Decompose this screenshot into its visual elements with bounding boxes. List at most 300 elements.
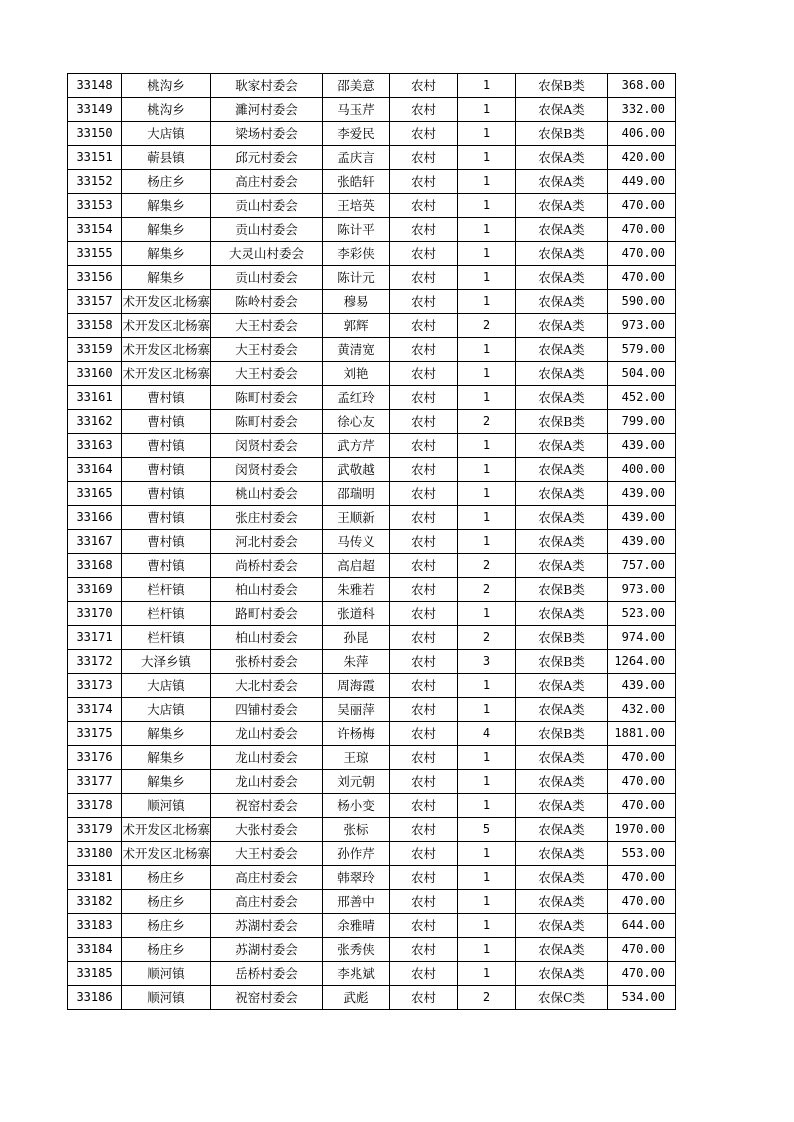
amount-cell: 439.00 — [608, 434, 676, 458]
person-name-cell: 刘元朝 — [323, 770, 390, 794]
table-row — [68, 98, 676, 122]
residence-type-cell: 农村 — [390, 842, 458, 866]
record-id-cell: 33159 — [68, 338, 122, 362]
village-committee-cell: 龙山村委会 — [211, 722, 323, 746]
insurance-category-cell: 农保C类 — [516, 986, 608, 1010]
amount-cell: 439.00 — [608, 530, 676, 554]
record-id-cell: 33150 — [68, 122, 122, 146]
insurance-category-cell: 农保A类 — [516, 362, 608, 386]
table-row — [68, 194, 676, 218]
record-id-cell: 33182 — [68, 890, 122, 914]
table-row — [68, 74, 676, 98]
person-name-cell: 王琼 — [323, 746, 390, 770]
village-committee-cell: 苏湖村委会 — [211, 914, 323, 938]
township-cell: 术开发区北杨寨 — [122, 290, 211, 314]
person-name-cell: 武方芹 — [323, 434, 390, 458]
table-row — [68, 602, 676, 626]
table-row — [68, 890, 676, 914]
record-id-cell: 33153 — [68, 194, 122, 218]
insurance-category-cell: 农保A类 — [516, 746, 608, 770]
amount-cell: 439.00 — [608, 482, 676, 506]
household-count-cell: 2 — [458, 314, 516, 338]
person-name-cell: 孙作芹 — [323, 842, 390, 866]
table-row — [68, 626, 676, 650]
amount-cell: 439.00 — [608, 674, 676, 698]
insurance-category-cell: 农保A类 — [516, 674, 608, 698]
table-row — [68, 146, 676, 170]
residence-type-cell: 农村 — [390, 698, 458, 722]
village-committee-cell: 大灵山村委会 — [211, 242, 323, 266]
insurance-category-cell: 农保A类 — [516, 98, 608, 122]
residence-type-cell: 农村 — [390, 218, 458, 242]
township-cell: 大泽乡镇 — [122, 650, 211, 674]
record-id-cell: 33183 — [68, 914, 122, 938]
household-count-cell: 1 — [458, 602, 516, 626]
township-cell: 曹村镇 — [122, 506, 211, 530]
township-cell: 曹村镇 — [122, 554, 211, 578]
village-committee-cell: 祝窑村委会 — [211, 794, 323, 818]
residence-type-cell: 农村 — [390, 362, 458, 386]
person-name-cell: 穆易 — [323, 290, 390, 314]
amount-cell: 432.00 — [608, 698, 676, 722]
record-id-cell: 33166 — [68, 506, 122, 530]
amount-cell: 1264.00 — [608, 650, 676, 674]
township-cell: 杨庄乡 — [122, 914, 211, 938]
table-row — [68, 914, 676, 938]
person-name-cell: 孙昆 — [323, 626, 390, 650]
residence-type-cell: 农村 — [390, 914, 458, 938]
insurance-category-cell: 农保B类 — [516, 578, 608, 602]
insurance-category-cell: 农保A类 — [516, 458, 608, 482]
table-row — [68, 506, 676, 530]
residence-type-cell: 农村 — [390, 170, 458, 194]
residence-type-cell: 农村 — [390, 554, 458, 578]
amount-cell: 439.00 — [608, 506, 676, 530]
table-row — [68, 794, 676, 818]
table-row — [68, 842, 676, 866]
village-committee-cell: 梁场村委会 — [211, 122, 323, 146]
residence-type-cell: 农村 — [390, 338, 458, 362]
insurance-category-cell: 农保A类 — [516, 338, 608, 362]
village-committee-cell: 耿家村委会 — [211, 74, 323, 98]
amount-cell: 470.00 — [608, 242, 676, 266]
record-id-cell: 33161 — [68, 386, 122, 410]
record-id-cell: 33169 — [68, 578, 122, 602]
table-row — [68, 578, 676, 602]
residence-type-cell: 农村 — [390, 818, 458, 842]
household-count-cell: 1 — [458, 482, 516, 506]
household-count-cell: 1 — [458, 698, 516, 722]
amount-cell: 974.00 — [608, 626, 676, 650]
insurance-category-cell: 农保A类 — [516, 170, 608, 194]
record-id-cell: 33179 — [68, 818, 122, 842]
amount-cell: 470.00 — [608, 794, 676, 818]
insurance-category-cell: 农保A类 — [516, 554, 608, 578]
record-id-cell: 33154 — [68, 218, 122, 242]
table-row — [68, 866, 676, 890]
record-id-cell: 33184 — [68, 938, 122, 962]
record-id-cell: 33163 — [68, 434, 122, 458]
table-row — [68, 410, 676, 434]
table-row — [68, 962, 676, 986]
village-committee-cell: 大王村委会 — [211, 842, 323, 866]
insurance-category-cell: 农保A类 — [516, 962, 608, 986]
household-count-cell: 1 — [458, 122, 516, 146]
table-row — [68, 218, 676, 242]
township-cell: 杨庄乡 — [122, 866, 211, 890]
record-id-cell: 33167 — [68, 530, 122, 554]
household-count-cell: 1 — [458, 866, 516, 890]
amount-cell: 534.00 — [608, 986, 676, 1010]
insurance-category-cell: 农保A类 — [516, 386, 608, 410]
record-id-cell: 33181 — [68, 866, 122, 890]
township-cell: 栏杆镇 — [122, 578, 211, 602]
township-cell: 术开发区北杨寨 — [122, 338, 211, 362]
amount-cell: 523.00 — [608, 602, 676, 626]
residence-type-cell: 农村 — [390, 578, 458, 602]
village-committee-cell: 祝窑村委会 — [211, 986, 323, 1010]
residence-type-cell: 农村 — [390, 602, 458, 626]
township-cell: 桃沟乡 — [122, 98, 211, 122]
amount-cell: 332.00 — [608, 98, 676, 122]
record-id-cell: 33148 — [68, 74, 122, 98]
insurance-category-cell: 农保A类 — [516, 914, 608, 938]
insurance-category-cell: 农保A类 — [516, 314, 608, 338]
insurance-category-cell: 农保A类 — [516, 866, 608, 890]
village-committee-cell: 陈町村委会 — [211, 386, 323, 410]
village-committee-cell: 高庄村委会 — [211, 890, 323, 914]
village-committee-cell: 大北村委会 — [211, 674, 323, 698]
record-id-cell: 33162 — [68, 410, 122, 434]
amount-cell: 644.00 — [608, 914, 676, 938]
record-id-cell: 33155 — [68, 242, 122, 266]
table-row — [68, 698, 676, 722]
township-cell: 大店镇 — [122, 674, 211, 698]
amount-cell: 470.00 — [608, 890, 676, 914]
person-name-cell: 张秀侠 — [323, 938, 390, 962]
table-row — [68, 458, 676, 482]
amount-cell: 757.00 — [608, 554, 676, 578]
residence-type-cell: 农村 — [390, 434, 458, 458]
household-count-cell: 2 — [458, 626, 516, 650]
insurance-category-cell: 农保B类 — [516, 410, 608, 434]
household-count-cell: 1 — [458, 242, 516, 266]
amount-cell: 470.00 — [608, 194, 676, 218]
record-id-cell: 33185 — [68, 962, 122, 986]
village-committee-cell: 张庄村委会 — [211, 506, 323, 530]
amount-cell: 452.00 — [608, 386, 676, 410]
village-committee-cell: 闵贤村委会 — [211, 458, 323, 482]
household-count-cell: 1 — [458, 458, 516, 482]
record-id-cell: 33171 — [68, 626, 122, 650]
record-id-cell: 33152 — [68, 170, 122, 194]
township-cell: 栏杆镇 — [122, 602, 211, 626]
household-count-cell: 4 — [458, 722, 516, 746]
person-name-cell: 朱萍 — [323, 650, 390, 674]
record-id-cell: 33172 — [68, 650, 122, 674]
household-count-cell: 1 — [458, 362, 516, 386]
township-cell: 栏杆镇 — [122, 626, 211, 650]
person-name-cell: 杨小变 — [323, 794, 390, 818]
table-row — [68, 818, 676, 842]
insurance-category-cell: 农保A类 — [516, 530, 608, 554]
household-count-cell: 1 — [458, 530, 516, 554]
person-name-cell: 张道科 — [323, 602, 390, 626]
person-name-cell: 刘艳 — [323, 362, 390, 386]
table-row — [68, 554, 676, 578]
record-id-cell: 33157 — [68, 290, 122, 314]
amount-cell: 590.00 — [608, 290, 676, 314]
amount-cell: 973.00 — [608, 314, 676, 338]
table-row — [68, 338, 676, 362]
records-table — [67, 73, 676, 1010]
residence-type-cell: 农村 — [390, 506, 458, 530]
residence-type-cell: 农村 — [390, 314, 458, 338]
village-committee-cell: 柏山村委会 — [211, 578, 323, 602]
person-name-cell: 王顺新 — [323, 506, 390, 530]
village-committee-cell: 岳桥村委会 — [211, 962, 323, 986]
village-committee-cell: 邱元村委会 — [211, 146, 323, 170]
amount-cell: 470.00 — [608, 266, 676, 290]
residence-type-cell: 农村 — [390, 722, 458, 746]
person-name-cell: 李彩侠 — [323, 242, 390, 266]
insurance-category-cell: 农保A类 — [516, 434, 608, 458]
residence-type-cell: 农村 — [390, 410, 458, 434]
amount-cell: 799.00 — [608, 410, 676, 434]
household-count-cell: 1 — [458, 506, 516, 530]
insurance-category-cell: 农保A类 — [516, 770, 608, 794]
township-cell: 术开发区北杨寨 — [122, 362, 211, 386]
record-id-cell: 33180 — [68, 842, 122, 866]
person-name-cell: 李爱民 — [323, 122, 390, 146]
household-count-cell: 1 — [458, 890, 516, 914]
residence-type-cell: 农村 — [390, 242, 458, 266]
household-count-cell: 1 — [458, 794, 516, 818]
insurance-category-cell: 农保A类 — [516, 242, 608, 266]
residence-type-cell: 农村 — [390, 890, 458, 914]
table-row — [68, 122, 676, 146]
amount-cell: 470.00 — [608, 770, 676, 794]
township-cell: 曹村镇 — [122, 410, 211, 434]
village-committee-cell: 贡山村委会 — [211, 218, 323, 242]
amount-cell: 1881.00 — [608, 722, 676, 746]
person-name-cell: 邵美意 — [323, 74, 390, 98]
person-name-cell: 韩翠玲 — [323, 866, 390, 890]
township-cell: 术开发区北杨寨 — [122, 314, 211, 338]
household-count-cell: 3 — [458, 650, 516, 674]
village-committee-cell: 路町村委会 — [211, 602, 323, 626]
village-committee-cell: 陈岭村委会 — [211, 290, 323, 314]
village-committee-cell: 尚桥村委会 — [211, 554, 323, 578]
person-name-cell: 张标 — [323, 818, 390, 842]
amount-cell: 1970.00 — [608, 818, 676, 842]
person-name-cell: 郭辉 — [323, 314, 390, 338]
record-id-cell: 33174 — [68, 698, 122, 722]
insurance-category-cell: 农保A类 — [516, 218, 608, 242]
table-row — [68, 386, 676, 410]
record-id-cell: 33170 — [68, 602, 122, 626]
village-committee-cell: 河北村委会 — [211, 530, 323, 554]
person-name-cell: 周海霞 — [323, 674, 390, 698]
record-id-cell: 33173 — [68, 674, 122, 698]
amount-cell: 420.00 — [608, 146, 676, 170]
insurance-category-cell: 农保A类 — [516, 890, 608, 914]
record-id-cell: 33149 — [68, 98, 122, 122]
household-count-cell: 1 — [458, 170, 516, 194]
village-committee-cell: 龙山村委会 — [211, 770, 323, 794]
table-row — [68, 530, 676, 554]
insurance-category-cell: 农保B类 — [516, 74, 608, 98]
village-committee-cell: 大王村委会 — [211, 338, 323, 362]
residence-type-cell: 农村 — [390, 458, 458, 482]
person-name-cell: 朱雅若 — [323, 578, 390, 602]
insurance-category-cell: 农保A类 — [516, 146, 608, 170]
household-count-cell: 2 — [458, 986, 516, 1010]
insurance-category-cell: 农保B类 — [516, 650, 608, 674]
insurance-category-cell: 农保A类 — [516, 794, 608, 818]
amount-cell: 470.00 — [608, 962, 676, 986]
insurance-category-cell: 农保A类 — [516, 602, 608, 626]
person-name-cell: 武敬越 — [323, 458, 390, 482]
amount-cell: 470.00 — [608, 938, 676, 962]
township-cell: 顺河镇 — [122, 794, 211, 818]
person-name-cell: 余雅晴 — [323, 914, 390, 938]
table-row — [68, 170, 676, 194]
table-row — [68, 266, 676, 290]
record-id-cell: 33158 — [68, 314, 122, 338]
person-name-cell: 李兆斌 — [323, 962, 390, 986]
record-id-cell: 33151 — [68, 146, 122, 170]
township-cell: 术开发区北杨寨 — [122, 842, 211, 866]
residence-type-cell: 农村 — [390, 98, 458, 122]
residence-type-cell: 农村 — [390, 866, 458, 890]
amount-cell: 504.00 — [608, 362, 676, 386]
insurance-category-cell: 农保A类 — [516, 290, 608, 314]
household-count-cell: 1 — [458, 914, 516, 938]
person-name-cell: 吴丽萍 — [323, 698, 390, 722]
residence-type-cell: 农村 — [390, 938, 458, 962]
residence-type-cell: 农村 — [390, 530, 458, 554]
residence-type-cell: 农村 — [390, 962, 458, 986]
amount-cell: 449.00 — [608, 170, 676, 194]
village-committee-cell: 高庄村委会 — [211, 170, 323, 194]
village-committee-cell: 苏湖村委会 — [211, 938, 323, 962]
household-count-cell: 1 — [458, 434, 516, 458]
table-row — [68, 986, 676, 1010]
table-row — [68, 362, 676, 386]
person-name-cell: 马玉芹 — [323, 98, 390, 122]
amount-cell: 368.00 — [608, 74, 676, 98]
household-count-cell: 1 — [458, 962, 516, 986]
amount-cell: 470.00 — [608, 866, 676, 890]
residence-type-cell: 农村 — [390, 674, 458, 698]
village-committee-cell: 四铺村委会 — [211, 698, 323, 722]
township-cell: 曹村镇 — [122, 482, 211, 506]
residence-type-cell: 农村 — [390, 290, 458, 314]
amount-cell: 470.00 — [608, 218, 676, 242]
village-committee-cell: 闵贤村委会 — [211, 434, 323, 458]
township-cell: 解集乡 — [122, 218, 211, 242]
household-count-cell: 1 — [458, 842, 516, 866]
township-cell: 杨庄乡 — [122, 938, 211, 962]
household-count-cell: 1 — [458, 770, 516, 794]
person-name-cell: 武彪 — [323, 986, 390, 1010]
person-name-cell: 张皓轩 — [323, 170, 390, 194]
household-count-cell: 2 — [458, 410, 516, 434]
insurance-category-cell: 农保A类 — [516, 842, 608, 866]
record-id-cell: 33168 — [68, 554, 122, 578]
table-row — [68, 770, 676, 794]
records-table-body — [68, 74, 676, 1010]
record-id-cell: 33178 — [68, 794, 122, 818]
township-cell: 解集乡 — [122, 266, 211, 290]
township-cell: 解集乡 — [122, 746, 211, 770]
person-name-cell: 陈计元 — [323, 266, 390, 290]
residence-type-cell: 农村 — [390, 650, 458, 674]
person-name-cell: 邵瑞明 — [323, 482, 390, 506]
person-name-cell: 高启超 — [323, 554, 390, 578]
residence-type-cell: 农村 — [390, 794, 458, 818]
township-cell: 顺河镇 — [122, 986, 211, 1010]
insurance-category-cell: 农保A类 — [516, 818, 608, 842]
residence-type-cell: 农村 — [390, 770, 458, 794]
township-cell: 杨庄乡 — [122, 170, 211, 194]
person-name-cell: 孟庆言 — [323, 146, 390, 170]
insurance-category-cell: 农保A类 — [516, 506, 608, 530]
record-id-cell: 33156 — [68, 266, 122, 290]
person-name-cell: 黄清宽 — [323, 338, 390, 362]
township-cell: 解集乡 — [122, 194, 211, 218]
insurance-category-cell: 农保B类 — [516, 626, 608, 650]
record-id-cell: 33165 — [68, 482, 122, 506]
residence-type-cell: 农村 — [390, 194, 458, 218]
township-cell: 解集乡 — [122, 242, 211, 266]
township-cell: 解集乡 — [122, 722, 211, 746]
insurance-category-cell: 农保A类 — [516, 938, 608, 962]
residence-type-cell: 农村 — [390, 146, 458, 170]
township-cell: 顺河镇 — [122, 962, 211, 986]
township-cell: 曹村镇 — [122, 458, 211, 482]
person-name-cell: 陈计平 — [323, 218, 390, 242]
village-committee-cell: 高庄村委会 — [211, 866, 323, 890]
village-committee-cell: 濉河村委会 — [211, 98, 323, 122]
household-count-cell: 1 — [458, 98, 516, 122]
village-committee-cell: 大王村委会 — [211, 362, 323, 386]
household-count-cell: 1 — [458, 338, 516, 362]
village-committee-cell: 张桥村委会 — [211, 650, 323, 674]
person-name-cell: 邢善中 — [323, 890, 390, 914]
table-row — [68, 938, 676, 962]
household-count-cell: 1 — [458, 674, 516, 698]
amount-cell: 406.00 — [608, 122, 676, 146]
record-id-cell: 33160 — [68, 362, 122, 386]
household-count-cell: 1 — [458, 74, 516, 98]
township-cell: 解集乡 — [122, 770, 211, 794]
village-committee-cell: 龙山村委会 — [211, 746, 323, 770]
household-count-cell: 1 — [458, 266, 516, 290]
household-count-cell: 2 — [458, 578, 516, 602]
table-row — [68, 314, 676, 338]
person-name-cell: 孟红玲 — [323, 386, 390, 410]
residence-type-cell: 农村 — [390, 386, 458, 410]
insurance-category-cell: 农保A类 — [516, 698, 608, 722]
record-id-cell: 33175 — [68, 722, 122, 746]
village-committee-cell: 贡山村委会 — [211, 266, 323, 290]
township-cell: 蕲县镇 — [122, 146, 211, 170]
table-row — [68, 242, 676, 266]
amount-cell: 579.00 — [608, 338, 676, 362]
table-row — [68, 434, 676, 458]
